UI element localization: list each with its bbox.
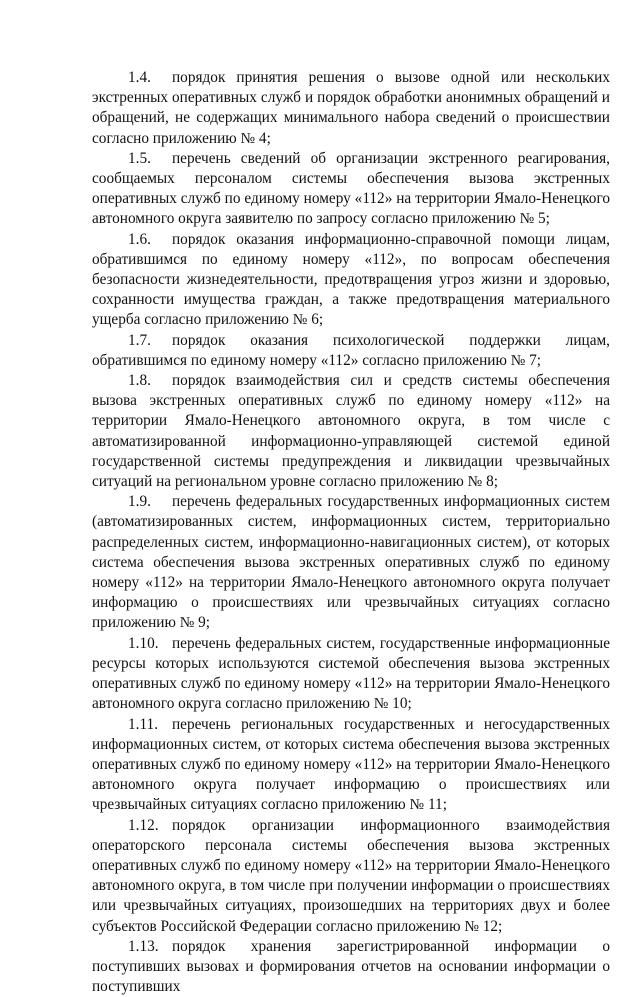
item-number: 1.7. xyxy=(128,331,151,349)
list-item xyxy=(92,816,610,937)
item-text: порядок оказания психологической поддержки лицам, обратившимся по единому номеру «112» согласно приложению № 7; xyxy=(92,331,610,369)
item-text: порядок хранения зарегистрированной информации о поступивших вызовах и формирования отчетов на основании информации о поступивших xyxy=(92,937,610,996)
item-text: перечень федеральных государственных информационных систем (автоматизированных систем, информационных систем, территориально распределенных систем, информационно-навигационных систем), от которых система обеспечения вызова экстренных оперативных служб по единому номеру «112» на территории Ямало-Ненецкого автономного округа получает информацию о происшествиях или чрезвычайных ситуациях согласно приложению № 9; xyxy=(92,493,610,632)
item-number: 1.12. xyxy=(128,816,159,834)
item-text: порядок принятия решения о вызове одной или нескольких экстренных оперативных служб и порядок обработки анонимных обращений и обращений, не содержащих минимального набора сведений о происшествии согласно приложению № 4; xyxy=(92,69,610,147)
item-number: 1.11. xyxy=(128,715,159,733)
list-item xyxy=(92,715,610,816)
list-item xyxy=(92,149,610,230)
item-text: перечень сведений об организации экстренного реагирования, сообщаемых персоналом системы обеспечения вызова экстренных оперативных служб по единому номеру «112» на территории Ямало-Ненецкого автономного округа заявителю по запросу согласно приложению № 5; xyxy=(92,149,610,228)
item-text: перечень федеральных систем, государственные информационные ресурсы которых используются системой обеспечения вызова экстренных оперативных служб по единому номеру «112» на территории Ямало-Ненецкого автономного округа согласно приложению № 10; xyxy=(92,634,610,713)
document-body xyxy=(92,68,610,997)
item-number: 1.6. xyxy=(128,230,151,248)
list-item xyxy=(92,634,610,715)
list-item xyxy=(92,331,610,371)
item-number: 1.4. xyxy=(128,69,151,86)
item-number: 1.5. xyxy=(128,149,151,167)
list-item xyxy=(92,371,610,492)
item-text: порядок оказания информационно-справочной помощи лицам, обратившимся по единому номеру «112», по вопросам обеспечения безопасности жизнедеятельности, предотвращения угроз жизни и здоровью, сохранности имущества граждан, а также предотвращения материального ущерба согласно приложению № 6; xyxy=(92,230,610,329)
item-text: порядок организации информационного взаимодействия операторского персонала системы обеспечения вызова экстренных оперативных служб по единому номеру «112» на территории Ямало-Ненецкого автономного округа, в том числе при получении информации о происшествиях или чрезвычайных ситуациях, произошедших на территориях двух и более субъектов Российской Федерации согласно приложению № 12; xyxy=(92,816,610,935)
list-item xyxy=(92,230,610,331)
list-item xyxy=(92,492,610,633)
list-item xyxy=(92,68,610,149)
item-number: 1.9. xyxy=(128,493,151,511)
list-item xyxy=(92,937,610,997)
item-text: порядок взаимодействия сил и средств системы обеспечения вызова экстренных оперативных служб по единому номеру «112» на территории Ямало-Ненецкого автономного округа, в том числе с автоматизированной информационно-управляющей системой единой государственной системы предупреждения и ликвидации чрезвычайных ситуаций на региональном уровне согласно приложению № 8; xyxy=(92,372,610,491)
item-number: 1.8. xyxy=(128,372,151,390)
item-number: 1.10. xyxy=(128,634,159,652)
item-text: перечень региональных государственных и негосударственных информационных систем, от которых система обеспечения вызова экстренных оперативных служб по единому номеру «112» на территории Ямало-Ненецкого автономного округа получает информацию о происшествиях или чрезвычайных ситуациях согласно приложению № 11; xyxy=(92,715,610,814)
item-number: 1.13. xyxy=(128,937,159,955)
